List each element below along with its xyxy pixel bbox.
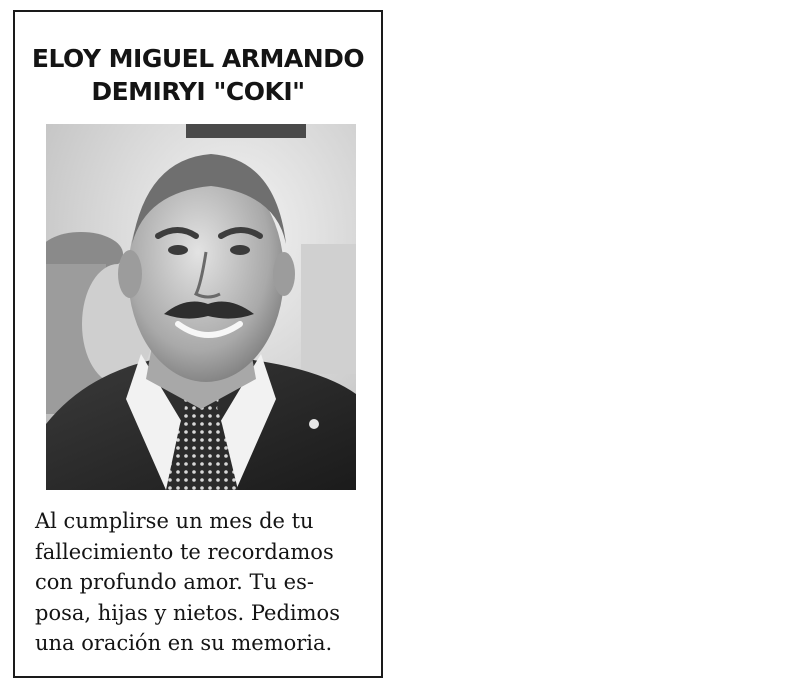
memorial-message xyxy=(35,506,367,659)
obituary-notice xyxy=(13,10,383,678)
portrait-photo xyxy=(46,124,356,490)
message-line-1: Al cumplirse un mes de tu xyxy=(35,509,314,533)
name-line-2: DEMIRYI "COKI" xyxy=(91,77,305,106)
deceased-name xyxy=(15,42,381,108)
message-line-5: una oración en su memoria. xyxy=(35,631,333,655)
message-line-2: fallecimiento te recordamos xyxy=(35,539,334,564)
message-line-3: con profundo amor. Tu es- xyxy=(35,570,314,594)
name-line-1: ELOY MIGUEL ARMANDO xyxy=(31,44,365,73)
message-line-4: posa, hijas y nietos. Pedimos xyxy=(35,600,340,625)
